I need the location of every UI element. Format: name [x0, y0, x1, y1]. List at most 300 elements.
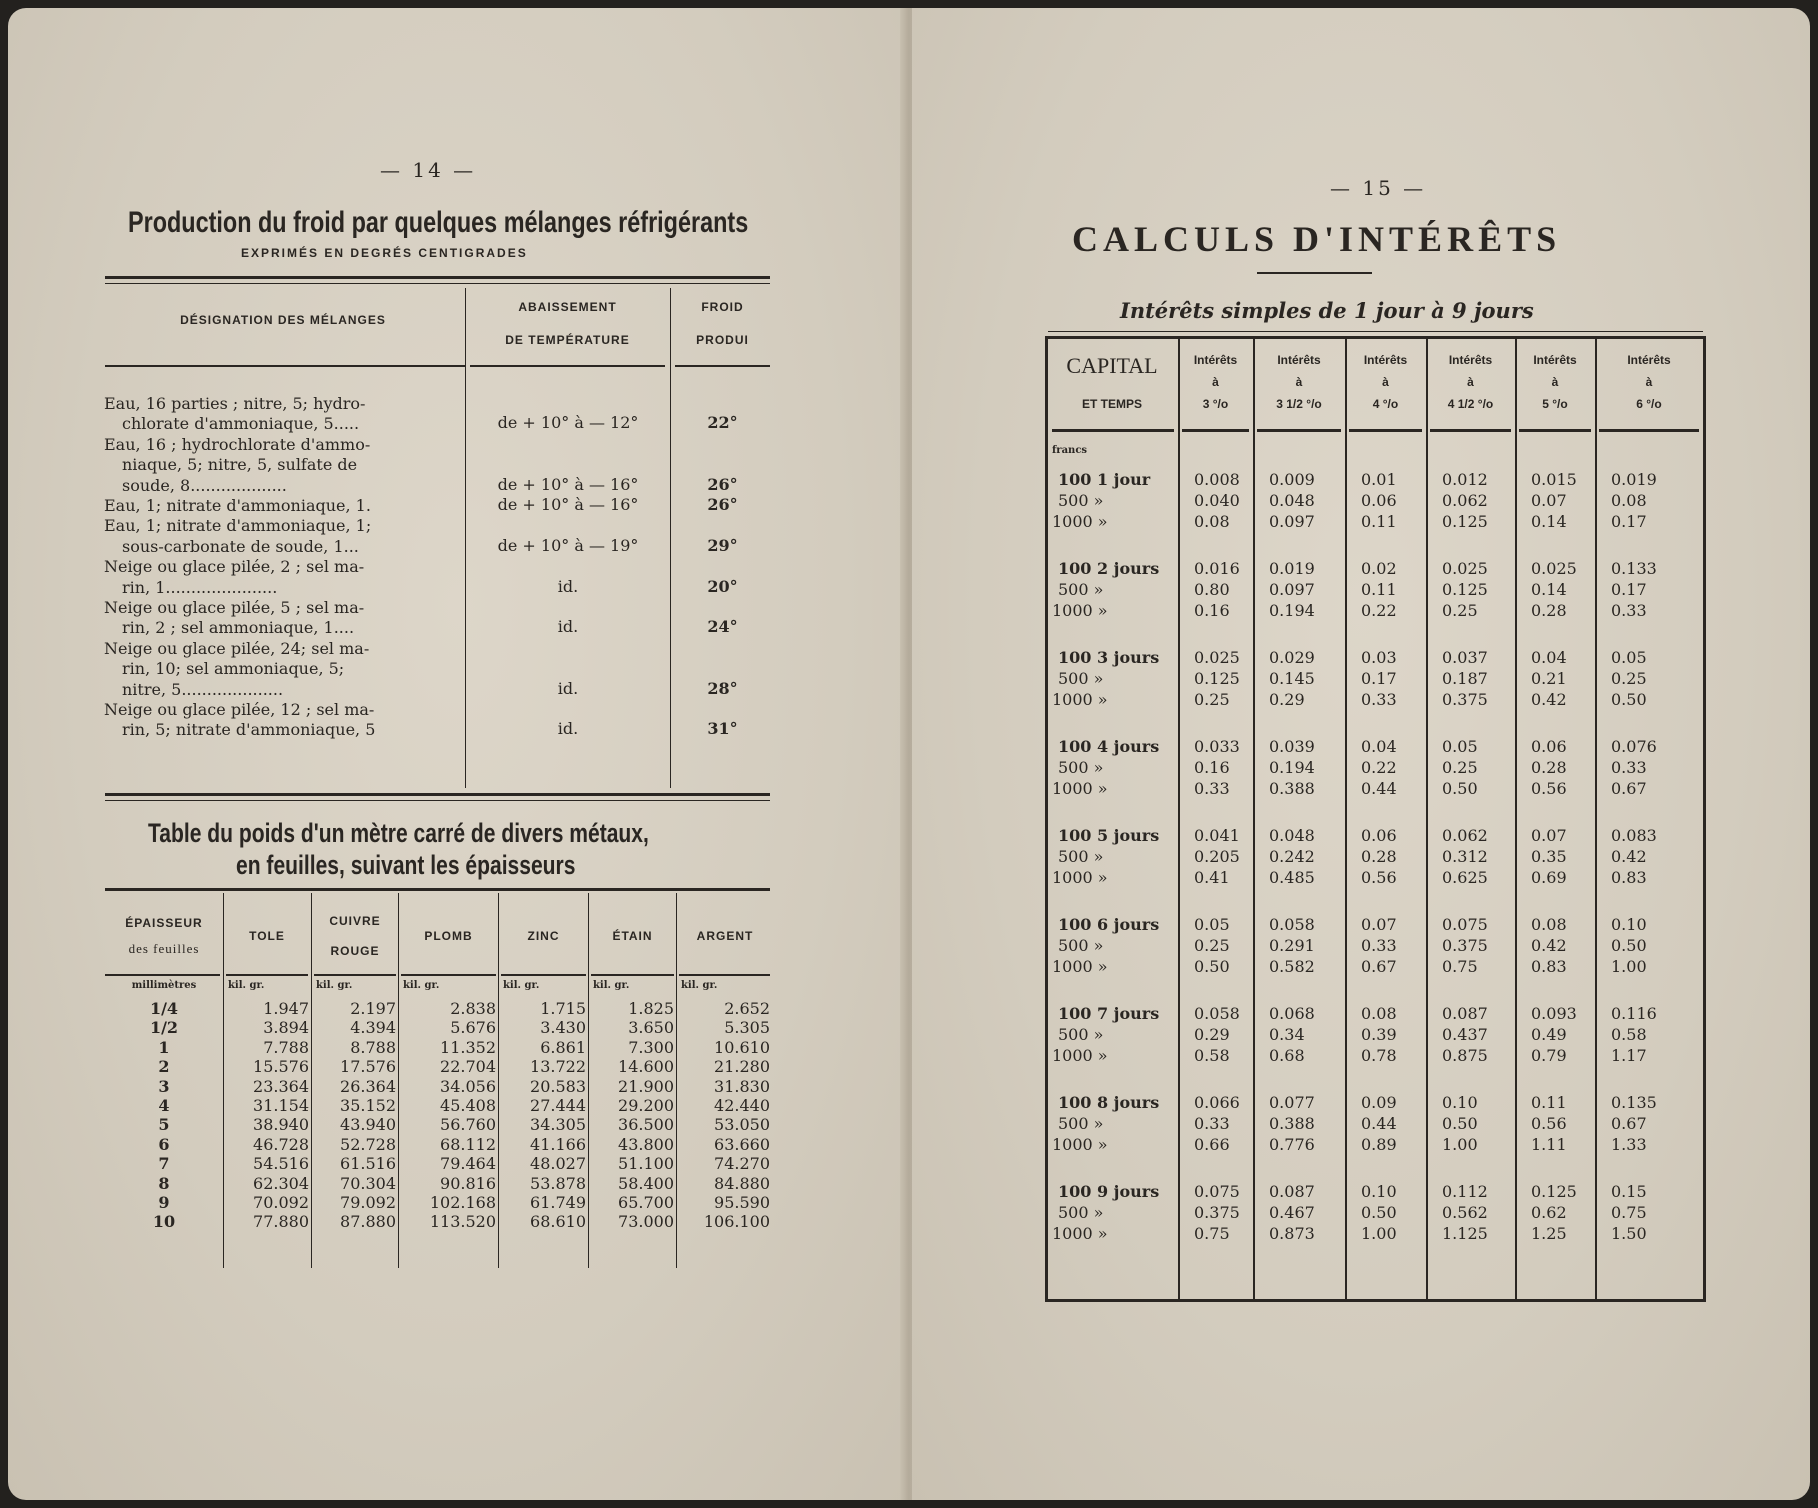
interest-values: [1442, 647, 1488, 710]
interest-value: 0.058: [1194, 1004, 1240, 1023]
interest-values: [1194, 736, 1240, 799]
interest-values: [1361, 647, 1397, 710]
interest-value: 0.037: [1442, 648, 1488, 667]
header-rate-2: 4 °/o: [1372, 397, 1399, 411]
interest-values: [1611, 1181, 1647, 1244]
mixture-froid: 31°: [707, 719, 738, 739]
capital-line: 500 »: [1058, 758, 1104, 777]
interest-value: 0.135: [1611, 1093, 1657, 1112]
interest-value: 0.375: [1442, 690, 1488, 709]
interest-value: 0.33: [1611, 758, 1647, 777]
metal-value-tole: 54.516: [253, 1154, 309, 1174]
interest-values: [1442, 1092, 1478, 1155]
interest-value: 0.33: [1361, 936, 1397, 955]
interest-value: 0.34: [1269, 1025, 1305, 1044]
mixture-abaissement: id.: [557, 576, 579, 596]
capital-line: 500 »: [1058, 847, 1104, 866]
capital-line: 100 8 jours: [1058, 1093, 1160, 1112]
interest-value: 0.50: [1361, 1203, 1397, 1222]
metals-unit-kg: kil. gr.: [316, 980, 353, 991]
metal-value-etain: 29.200: [618, 1096, 674, 1115]
mixture-froid: 20°: [707, 576, 738, 596]
interest-values: [1361, 558, 1397, 621]
mixture-froid: 26°: [707, 474, 738, 494]
interest-value: 0.375: [1442, 936, 1488, 955]
capital-group: [1052, 558, 1176, 621]
interest-value: 0.873: [1269, 1224, 1315, 1243]
header-rate-2: Intérêts: [1363, 353, 1408, 367]
interest-value: 0.625: [1442, 868, 1488, 887]
interest-value: 0.11: [1361, 580, 1397, 599]
metals-title-2: en feuilles, suivant les épaisseurs: [236, 850, 576, 880]
metals-unit-mm: millimètres: [131, 980, 197, 991]
metal-value-etain: 43.800: [618, 1134, 674, 1154]
interest-value: 0.17: [1611, 580, 1647, 599]
interest-values: [1611, 825, 1657, 888]
capital-group: [1052, 914, 1176, 977]
interest-value: 0.187: [1442, 669, 1488, 688]
interest-value: 0.16: [1194, 758, 1230, 777]
metal-value-tole: 1.947: [263, 999, 309, 1018]
interest-value: 0.016: [1194, 559, 1240, 578]
interest-value: 0.25: [1442, 601, 1478, 620]
metal-value-plomb: 5.676: [450, 1018, 496, 1038]
interest-value: 0.066: [1194, 1093, 1240, 1112]
mixture-line: Neige ou glace pilée, 24; sel ma-: [104, 638, 370, 658]
interest-values: [1442, 825, 1488, 888]
mixture-line: rin, 5; nitrate d'ammoniaque, 5: [122, 720, 376, 740]
interest-value: 0.62: [1531, 1203, 1567, 1222]
capital-line: 1000 »: [1052, 601, 1108, 620]
metals-unit-kg: kil. gr.: [593, 980, 630, 991]
interest-values: [1531, 469, 1577, 532]
interest-value: 0.008: [1194, 470, 1240, 489]
interest-value: 0.67: [1611, 1114, 1647, 1133]
interest-values: [1442, 736, 1478, 799]
metal-thickness: 4: [158, 1096, 170, 1115]
metal-value-cuivre: 43.940: [340, 1115, 396, 1135]
header-rate-2: à: [1382, 375, 1389, 389]
interest-value: 0.41: [1194, 868, 1230, 887]
interest-values: [1611, 1003, 1657, 1066]
interest-value: 1.25: [1531, 1224, 1567, 1243]
metals-header-zinc: ZINC: [527, 929, 560, 943]
left-page: [8, 8, 910, 1500]
interest-value: 0.291: [1269, 936, 1315, 955]
metal-value-argent: 5.305: [724, 1018, 770, 1038]
capital-group: [1052, 469, 1176, 532]
metal-thickness: 8: [158, 1173, 170, 1193]
metal-thickness: 1: [158, 1037, 170, 1057]
metals-header-cuivre-2: ROUGE: [330, 944, 380, 958]
metal-value-argent: 95.590: [714, 1193, 770, 1212]
metal-value-plomb: 68.112: [440, 1134, 496, 1154]
metal-value-zinc: 48.027: [530, 1154, 586, 1174]
interest-table: [1045, 336, 1706, 1302]
interest-value: 0.75: [1194, 1224, 1230, 1243]
interest-value: 0.07: [1531, 491, 1567, 510]
capital-line: 100 7 jours: [1058, 1004, 1160, 1023]
metal-value-etain: 73.000: [618, 1212, 674, 1232]
metal-value-cuivre: 52.728: [340, 1134, 396, 1154]
interest-value: 0.17: [1611, 512, 1647, 531]
interest-values: [1361, 1003, 1397, 1066]
metals-unit-kg: kil. gr.: [228, 980, 265, 991]
metals-unit-kg: kil. gr.: [681, 980, 718, 991]
interest-value: 0.145: [1269, 669, 1315, 688]
mixture-line: rin, 10; sel ammoniaque, 5;: [122, 659, 345, 679]
interest-value: 0.01: [1361, 470, 1397, 489]
interest-value: 0.083: [1611, 826, 1657, 845]
interest-value: 1.11: [1531, 1135, 1567, 1154]
interest-value: 0.06: [1361, 826, 1397, 845]
metals-header-epaisseur-2: des feuilles: [128, 941, 200, 956]
interest-value: 0.07: [1361, 915, 1397, 934]
interest-value: 0.42: [1531, 690, 1567, 709]
metal-value-cuivre: 2.197: [350, 999, 396, 1018]
interest-value: 0.125: [1531, 1182, 1577, 1201]
interest-value: 0.50: [1611, 936, 1647, 955]
mixture-line: sous-carbonate de soude, 1...: [122, 536, 359, 556]
capital-line: 100 1 jour: [1058, 470, 1151, 489]
metal-thickness: 6: [158, 1134, 170, 1154]
header-abaissement-1: ABAISSEMENT: [518, 300, 617, 314]
capital-line: 500 »: [1058, 1203, 1104, 1222]
interest-value: 0.039: [1269, 737, 1315, 756]
mixture-abaissement: de + 10° à — 16°: [497, 495, 639, 514]
metal-value-zinc: 13.722: [530, 1057, 586, 1077]
interest-value: 0.019: [1269, 559, 1315, 578]
mixture-froid: 24°: [707, 617, 738, 637]
mixture-line: rin, 2 ; sel ammoniaque, 1....: [122, 618, 355, 638]
interest-value: 0.048: [1269, 826, 1315, 845]
metal-value-cuivre: 17.576: [340, 1057, 396, 1077]
capital-line: 1000 »: [1052, 779, 1108, 798]
interest-values: [1269, 1181, 1315, 1244]
interest-value: 0.16: [1194, 601, 1230, 620]
capital-line: 500 »: [1058, 1025, 1104, 1044]
metals-header-epaisseur-1: ÉPAISSEUR: [125, 916, 203, 930]
interest-value: 0.44: [1361, 779, 1397, 798]
interest-value: 0.06: [1531, 737, 1567, 756]
interest-value: 0.388: [1269, 779, 1315, 798]
interest-value: 0.83: [1531, 957, 1567, 976]
interest-value: 0.67: [1361, 957, 1397, 976]
interest-values: [1531, 825, 1567, 888]
page-number-right: — 15 —: [1330, 176, 1427, 200]
interest-value: 0.11: [1531, 1093, 1567, 1112]
interest-title: CALCULS D'INTÉRÊTS: [1072, 219, 1562, 259]
capital-line: 1000 »: [1052, 512, 1108, 531]
header-rate-5: Intérêts: [1627, 353, 1671, 367]
header-rate-4: 5 °/o: [1542, 397, 1568, 411]
interest-value: 0.06: [1361, 491, 1397, 510]
interest-value: 0.776: [1269, 1135, 1315, 1154]
interest-values: [1269, 1092, 1315, 1155]
capital-line: 1000 »: [1052, 957, 1108, 976]
interest-value: 0.35: [1531, 847, 1567, 866]
capital-line: 100 9 jours: [1058, 1182, 1160, 1201]
interest-values: [1531, 1092, 1567, 1155]
interest-value: 0.125: [1194, 669, 1240, 688]
interest-value: 0.012: [1442, 470, 1488, 489]
interest-value: 0.116: [1611, 1004, 1657, 1023]
interest-value: 0.75: [1442, 957, 1478, 976]
metal-value-argent: 63.660: [714, 1134, 770, 1154]
metal-thickness: 2: [158, 1057, 170, 1077]
interest-value: 0.58: [1611, 1025, 1647, 1044]
metal-value-plomb: 22.704: [440, 1057, 496, 1077]
metal-value-plomb: 79.464: [440, 1154, 496, 1174]
interest-value: 1.17: [1611, 1046, 1647, 1065]
metal-value-tole: 77.880: [253, 1212, 309, 1232]
metal-value-etain: 65.700: [618, 1193, 674, 1212]
metal-value-tole: 38.940: [253, 1115, 309, 1135]
interest-value: 0.068: [1269, 1004, 1315, 1023]
interest-value: 0.025: [1531, 559, 1577, 578]
interest-values: [1194, 914, 1230, 977]
capital-line: 500 »: [1058, 580, 1104, 599]
interest-value: 0.25: [1442, 758, 1478, 777]
interest-value: 0.388: [1269, 1114, 1315, 1133]
interest-values: [1361, 914, 1397, 977]
interest-value: 0.062: [1442, 491, 1488, 510]
metal-value-zinc: 34.305: [530, 1115, 586, 1135]
interest-values: [1269, 469, 1315, 532]
interest-value: 0.075: [1442, 915, 1488, 934]
interest-value: 0.75: [1611, 1203, 1647, 1222]
metal-value-argent: 53.050: [714, 1115, 770, 1135]
metal-value-zinc: 68.610: [530, 1212, 586, 1232]
interest-value: 0.66: [1194, 1135, 1230, 1154]
header-rate-1: à: [1295, 375, 1303, 389]
header-rate-3: à: [1467, 375, 1474, 389]
metal-value-cuivre: 4.394: [350, 1018, 396, 1038]
interest-value: 0.28: [1531, 601, 1567, 620]
mixture-line: Eau, 16 ; hydrochlorate d'ammo-: [104, 434, 371, 454]
refrigerant-subtitle: EXPRIMÉS EN DEGRÉS CENTIGRADES: [241, 246, 528, 260]
interest-value: 0.10: [1611, 915, 1647, 934]
header-abaissement-2: DE TEMPÉRATURE: [505, 333, 630, 347]
metal-thickness: 1/2: [149, 1018, 179, 1038]
header-rate-4: Intérêts: [1533, 353, 1577, 367]
interest-value: 0.56: [1531, 779, 1567, 798]
metal-value-argent: 21.280: [714, 1057, 770, 1077]
interest-value: 0.14: [1531, 580, 1567, 599]
interest-value: 0.048: [1269, 491, 1315, 510]
right-page: [912, 8, 1810, 1500]
metal-value-cuivre: 8.788: [350, 1037, 396, 1057]
capital-line: 500 »: [1058, 1114, 1104, 1133]
interest-value: 0.125: [1442, 580, 1488, 599]
metal-value-zinc: 61.749: [530, 1193, 586, 1212]
metal-value-zinc: 53.878: [530, 1173, 586, 1193]
interest-value: 0.062: [1442, 826, 1488, 845]
mixture-line: rin, 1......................: [122, 577, 278, 597]
interest-values: [1361, 736, 1397, 799]
capital-line: 100 6 jours: [1058, 915, 1160, 934]
mixture-line: Neige ou glace pilée, 2 ; sel ma-: [104, 557, 365, 577]
interest-values: [1531, 647, 1567, 710]
metal-value-plomb: 2.838: [450, 999, 496, 1018]
metal-value-etain: 51.100: [618, 1154, 674, 1174]
interest-value: 0.39: [1361, 1025, 1397, 1044]
interest-value: 0.14: [1531, 512, 1567, 531]
interest-value: 0.875: [1442, 1046, 1488, 1065]
interest-value: 0.28: [1361, 847, 1397, 866]
interest-value: 0.10: [1361, 1182, 1397, 1201]
interest-value: 0.25: [1194, 936, 1230, 955]
header-rate-0: à: [1212, 375, 1219, 389]
metal-thickness: 10: [152, 1212, 176, 1232]
interest-values: [1531, 1003, 1577, 1066]
header-rate-3: 4 1/2 °/o: [1447, 397, 1494, 411]
interest-value: 0.79: [1531, 1046, 1567, 1065]
interest-value: 0.485: [1269, 868, 1315, 887]
interest-value: 0.50: [1611, 690, 1647, 709]
metal-value-tole: 7.788: [263, 1037, 309, 1057]
metal-value-etain: 7.300: [628, 1037, 674, 1057]
interest-values: [1611, 736, 1657, 799]
interest-values: [1361, 1181, 1397, 1244]
mixture-line: Eau, 1; nitrate d'ammoniaque, 1.: [104, 496, 371, 515]
interest-values: [1611, 914, 1647, 977]
interest-value: 0.42: [1611, 847, 1647, 866]
capital-line: 100 2 jours: [1058, 559, 1160, 578]
mixture-line: niaque, 5; nitre, 5, sulfate de: [122, 455, 358, 475]
header-rate-1: 3 1/2 °/o: [1276, 397, 1322, 411]
mixture-froid: 26°: [707, 495, 738, 514]
interest-value: 0.087: [1269, 1182, 1315, 1201]
interest-values: [1531, 558, 1577, 621]
mixture-froid: 29°: [707, 535, 738, 555]
interest-value: 0.08: [1611, 491, 1647, 510]
metal-thickness: 5: [158, 1115, 170, 1135]
interest-value: 1.00: [1442, 1135, 1478, 1154]
metal-value-cuivre: 87.880: [340, 1212, 396, 1232]
interest-value: 0.50: [1442, 1114, 1478, 1133]
interest-value: 0.058: [1269, 915, 1315, 934]
metal-value-zinc: 6.861: [540, 1037, 586, 1057]
interest-value: 0.125: [1442, 512, 1488, 531]
metal-thickness: 9: [158, 1193, 170, 1212]
interest-value: 0.29: [1269, 690, 1305, 709]
interest-value: 0.50: [1442, 779, 1478, 798]
interest-values: [1194, 647, 1240, 710]
metal-value-plomb: 102.168: [429, 1193, 496, 1212]
interest-value: 0.33: [1611, 601, 1647, 620]
interest-value: 0.28: [1531, 758, 1567, 777]
interest-value: 0.076: [1611, 737, 1657, 756]
interest-value: 0.17: [1361, 669, 1397, 688]
interest-value: 0.075: [1194, 1182, 1240, 1201]
interest-values: [1194, 825, 1240, 888]
interest-values: [1442, 469, 1488, 532]
metal-value-argent: 74.270: [714, 1154, 770, 1174]
capital-line: 1000 »: [1052, 690, 1108, 709]
capital-group: [1052, 1092, 1176, 1155]
mixture-line: Eau, 1; nitrate d'ammoniaque, 1;: [104, 516, 372, 536]
mixture-froid: 22°: [707, 413, 738, 433]
mixture-line: nitre, 5....................: [122, 679, 284, 699]
interest-value: 0.11: [1361, 512, 1397, 531]
interest-values: [1269, 914, 1315, 977]
metal-value-zinc: 41.166: [530, 1134, 586, 1154]
metals-title-1: Table du poids d'un mètre carré de divers métaux,: [148, 818, 649, 848]
interest-value: 0.10: [1442, 1093, 1478, 1112]
metal-value-zinc: 20.583: [530, 1076, 586, 1096]
interest-value: 0.22: [1361, 601, 1397, 620]
metals-header-cuivre-1: CUIVRE: [329, 914, 381, 928]
interest-value: 0.097: [1269, 512, 1315, 531]
metals-header-tole: TOLE: [249, 929, 285, 943]
page-number-left: — 14 —: [380, 158, 477, 182]
header-rate-5: 6 °/o: [1636, 397, 1662, 411]
interest-values: [1194, 558, 1240, 621]
metal-thickness: 3: [158, 1076, 170, 1096]
interest-value: 0.041: [1194, 826, 1240, 845]
interest-value: 0.194: [1269, 758, 1315, 777]
interest-value: 0.09: [1361, 1093, 1397, 1112]
capital-line: 1000 »: [1052, 1224, 1108, 1243]
mixture-abaissement: de + 10° à — 12°: [497, 413, 639, 433]
metal-value-cuivre: 70.304: [340, 1173, 396, 1193]
interest-value: 0.242: [1269, 847, 1315, 866]
capital-group: [1052, 1003, 1176, 1066]
interest-value: 0.22: [1361, 758, 1397, 777]
interest-value: 0.08: [1361, 1004, 1397, 1023]
mixture-abaissement: id.: [557, 678, 579, 698]
metal-value-tole: 23.364: [253, 1076, 309, 1096]
metal-value-etain: 14.600: [618, 1057, 674, 1077]
mixture-line: soude, 8...................: [122, 475, 287, 495]
interest-value: 0.05: [1611, 648, 1647, 667]
interest-value: 0.29: [1194, 1025, 1230, 1044]
header-rate-0: Intérêts: [1193, 353, 1238, 367]
interest-value: 0.50: [1194, 957, 1230, 976]
capital-line: 100 5 jours: [1058, 826, 1160, 845]
interest-value: 0.89: [1361, 1135, 1397, 1154]
interest-values: [1269, 736, 1315, 799]
mixture-abaissement: id.: [557, 719, 579, 739]
metal-value-argent: 31.830: [714, 1076, 770, 1096]
capital-group: [1052, 825, 1176, 888]
interest-values: [1531, 1181, 1577, 1244]
interest-value: 0.05: [1442, 737, 1478, 756]
interest-value: 0.077: [1269, 1093, 1315, 1112]
interest-values: [1269, 647, 1315, 710]
metal-value-cuivre: 35.152: [340, 1096, 396, 1115]
metal-value-argent: 2.652: [724, 999, 770, 1018]
interest-values: [1611, 647, 1647, 710]
interest-values: [1361, 469, 1397, 532]
metal-value-etain: 3.650: [628, 1018, 674, 1038]
metals-unit-kg: kil. gr.: [503, 980, 540, 991]
interest-subtitle: Intérêts simples de 1 jour à 9 jours: [1120, 298, 1534, 323]
interest-value: 0.08: [1194, 512, 1230, 531]
interest-value: 0.42: [1531, 936, 1567, 955]
header-designation: DÉSIGNATION DES MÉLANGES: [180, 313, 386, 327]
capital-line: 100 4 jours: [1058, 737, 1160, 756]
mixture-froid: 28°: [707, 678, 738, 698]
interest-value: 0.83: [1611, 868, 1647, 887]
interest-values: [1194, 469, 1240, 532]
metal-value-etain: 21.900: [618, 1076, 674, 1096]
metal-value-tole: 15.576: [253, 1057, 309, 1077]
interest-values: [1531, 914, 1567, 977]
metals-unit-kg: kil. gr.: [403, 980, 440, 991]
metal-value-argent: 106.100: [703, 1212, 770, 1232]
